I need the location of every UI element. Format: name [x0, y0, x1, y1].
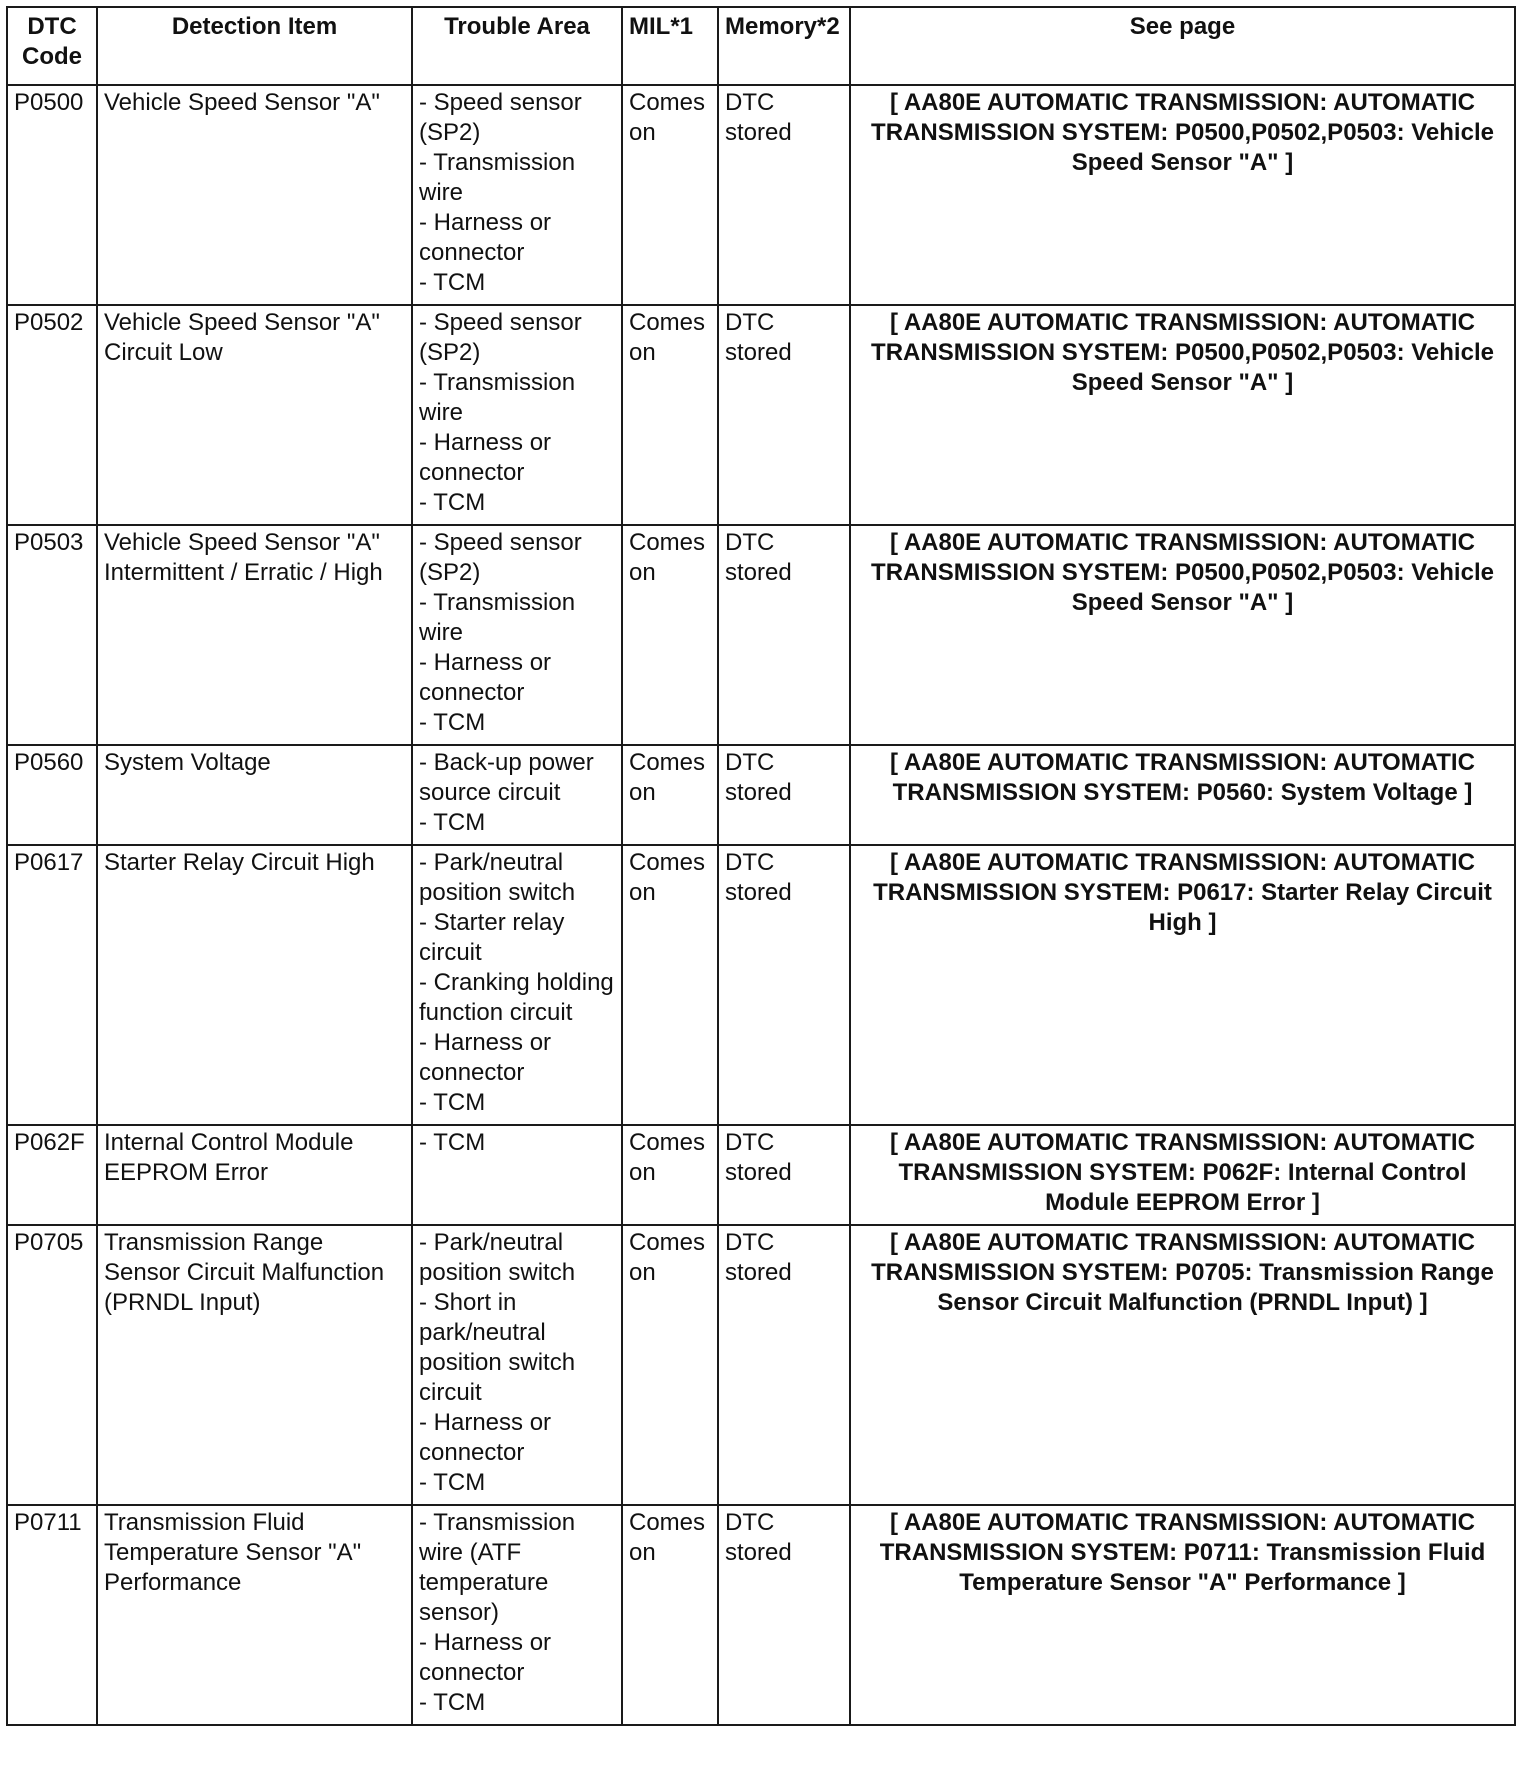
trouble-area-cell — [412, 85, 622, 305]
trouble-area-item: - Park/neutral position switch — [419, 1229, 576, 1286]
detection-item-cell: Vehicle Speed Sensor "A" — [97, 85, 412, 305]
table-row — [7, 1225, 1515, 1505]
detection-item-cell: Transmission Range Sensor Circuit Malfunction (PRNDL Input) — [97, 1225, 412, 1505]
detection-item-cell: Internal Control Module EEPROM Error — [97, 1125, 412, 1225]
see-page-link[interactable]: [ AA80E AUTOMATIC TRANSMISSION: AUTOMATIC TRANSMISSION SYSTEM: P0705: Transmission Range Sensor Circuit Malfunction (PRNDL Input) ] — [850, 1225, 1515, 1505]
trouble-area-item: - Speed sensor (SP2) — [419, 529, 582, 586]
trouble-area-item: - Cranking holding function circuit — [419, 969, 614, 1026]
see-page-link[interactable]: [ AA80E AUTOMATIC TRANSMISSION: AUTOMATIC TRANSMISSION SYSTEM: P0711: Transmission Fluid Temperature Sensor "A" Performance ] — [850, 1505, 1515, 1725]
trouble-area-cell — [412, 745, 622, 845]
table-row — [7, 1505, 1515, 1725]
dtc-code-cell: P0711 — [7, 1505, 97, 1725]
mil-cell: Comes on — [622, 305, 718, 525]
table-row — [7, 85, 1515, 305]
dtc-code-cell: P062F — [7, 1125, 97, 1225]
trouble-area-item: - Transmission wire — [419, 589, 576, 646]
dtc-code-cell: P0560 — [7, 745, 97, 845]
memory-cell: DTC stored — [718, 85, 850, 305]
dtc-code-cell: P0617 — [7, 845, 97, 1125]
detection-item-cell: Vehicle Speed Sensor "A" Intermittent / Erratic / High — [97, 525, 412, 745]
trouble-area-item: - Harness or connector — [419, 1629, 552, 1686]
header-trouble-area: Trouble Area — [412, 7, 622, 85]
header-memory: Memory*2 — [718, 7, 850, 85]
trouble-area-item: - Harness or connector — [419, 649, 552, 706]
trouble-area-item: - TCM — [419, 1689, 486, 1716]
memory-cell: DTC stored — [718, 1505, 850, 1725]
trouble-area-item: - Transmission wire — [419, 149, 576, 206]
trouble-area-cell — [412, 1225, 622, 1505]
trouble-area-item: - Speed sensor (SP2) — [419, 89, 582, 146]
trouble-area-item: - Park/neutral position switch — [419, 849, 576, 906]
header-see-page: See page — [850, 7, 1515, 85]
table-header-row — [7, 7, 1515, 85]
detection-item-cell: Vehicle Speed Sensor "A" Circuit Low — [97, 305, 412, 525]
mil-cell: Comes on — [622, 1505, 718, 1725]
trouble-area-item: - TCM — [419, 709, 486, 736]
trouble-area-item: - TCM — [419, 1089, 486, 1116]
detection-item-cell: System Voltage — [97, 745, 412, 845]
memory-cell: DTC stored — [718, 525, 850, 745]
mil-cell: Comes on — [622, 845, 718, 1125]
trouble-area-item: - TCM — [419, 809, 486, 836]
trouble-area-item: - TCM — [419, 1469, 486, 1496]
table-row — [7, 845, 1515, 1125]
dtc-table-container — [6, 6, 1514, 1726]
see-page-link[interactable]: [ AA80E AUTOMATIC TRANSMISSION: AUTOMATIC TRANSMISSION SYSTEM: P0560: System Voltage ] — [850, 745, 1515, 845]
trouble-area-item: - TCM — [419, 269, 486, 296]
trouble-area-item: - Back-up power source circuit — [419, 749, 594, 806]
table-row — [7, 305, 1515, 525]
memory-cell: DTC stored — [718, 1125, 850, 1225]
table-body — [7, 85, 1515, 1725]
trouble-area-cell — [412, 525, 622, 745]
trouble-area-item: - Transmission wire — [419, 369, 576, 426]
trouble-area-item: - Speed sensor (SP2) — [419, 309, 582, 366]
memory-cell: DTC stored — [718, 845, 850, 1125]
mil-cell: Comes on — [622, 1125, 718, 1225]
see-page-link[interactable]: [ AA80E AUTOMATIC TRANSMISSION: AUTOMATIC TRANSMISSION SYSTEM: P0617: Starter Relay Circuit High ] — [850, 845, 1515, 1125]
trouble-area-item: - Harness or connector — [419, 429, 552, 486]
see-page-link[interactable]: [ AA80E AUTOMATIC TRANSMISSION: AUTOMATIC TRANSMISSION SYSTEM: P062F: Internal Control Module EEPROM Error ] — [850, 1125, 1515, 1225]
memory-cell: DTC stored — [718, 745, 850, 845]
trouble-area-item: - TCM — [419, 1129, 486, 1156]
dtc-code-cell: P0502 — [7, 305, 97, 525]
mil-cell: Comes on — [622, 1225, 718, 1505]
dtc-code-cell: P0500 — [7, 85, 97, 305]
trouble-area-item: - Harness or connector — [419, 1409, 552, 1466]
detection-item-cell: Transmission Fluid Temperature Sensor "A" Performance — [97, 1505, 412, 1725]
dtc-code-cell: P0503 — [7, 525, 97, 745]
trouble-area-cell — [412, 1125, 622, 1225]
detection-item-cell: Starter Relay Circuit High — [97, 845, 412, 1125]
see-page-link[interactable]: [ AA80E AUTOMATIC TRANSMISSION: AUTOMATIC TRANSMISSION SYSTEM: P0500,P0502,P0503: Vehicle Speed Sensor "A" ] — [850, 85, 1515, 305]
mil-cell: Comes on — [622, 745, 718, 845]
trouble-area-item: - Starter relay circuit — [419, 909, 565, 966]
trouble-area-item: - Harness or connector — [419, 209, 552, 266]
header-dtc-code: DTC Code — [7, 7, 97, 85]
dtc-table — [6, 6, 1516, 1726]
dtc-code-cell: P0705 — [7, 1225, 97, 1505]
table-row — [7, 525, 1515, 745]
header-detection-item: Detection Item — [97, 7, 412, 85]
trouble-area-cell — [412, 845, 622, 1125]
memory-cell: DTC stored — [718, 305, 850, 525]
trouble-area-item: - TCM — [419, 489, 486, 516]
trouble-area-item: - Harness or connector — [419, 1029, 552, 1086]
memory-cell: DTC stored — [718, 1225, 850, 1505]
see-page-link[interactable]: [ AA80E AUTOMATIC TRANSMISSION: AUTOMATIC TRANSMISSION SYSTEM: P0500,P0502,P0503: Vehicle Speed Sensor "A" ] — [850, 305, 1515, 525]
trouble-area-cell — [412, 1505, 622, 1725]
header-mil: MIL*1 — [622, 7, 718, 85]
mil-cell: Comes on — [622, 85, 718, 305]
trouble-area-item: - Transmission wire (ATF temperature sensor) — [419, 1509, 576, 1626]
trouble-area-cell — [412, 305, 622, 525]
table-row — [7, 1125, 1515, 1225]
mil-cell: Comes on — [622, 525, 718, 745]
trouble-area-item: - Short in park/neutral position switch circuit — [419, 1289, 576, 1406]
see-page-link[interactable]: [ AA80E AUTOMATIC TRANSMISSION: AUTOMATIC TRANSMISSION SYSTEM: P0500,P0502,P0503: Vehicle Speed Sensor "A" ] — [850, 525, 1515, 745]
table-row — [7, 745, 1515, 845]
